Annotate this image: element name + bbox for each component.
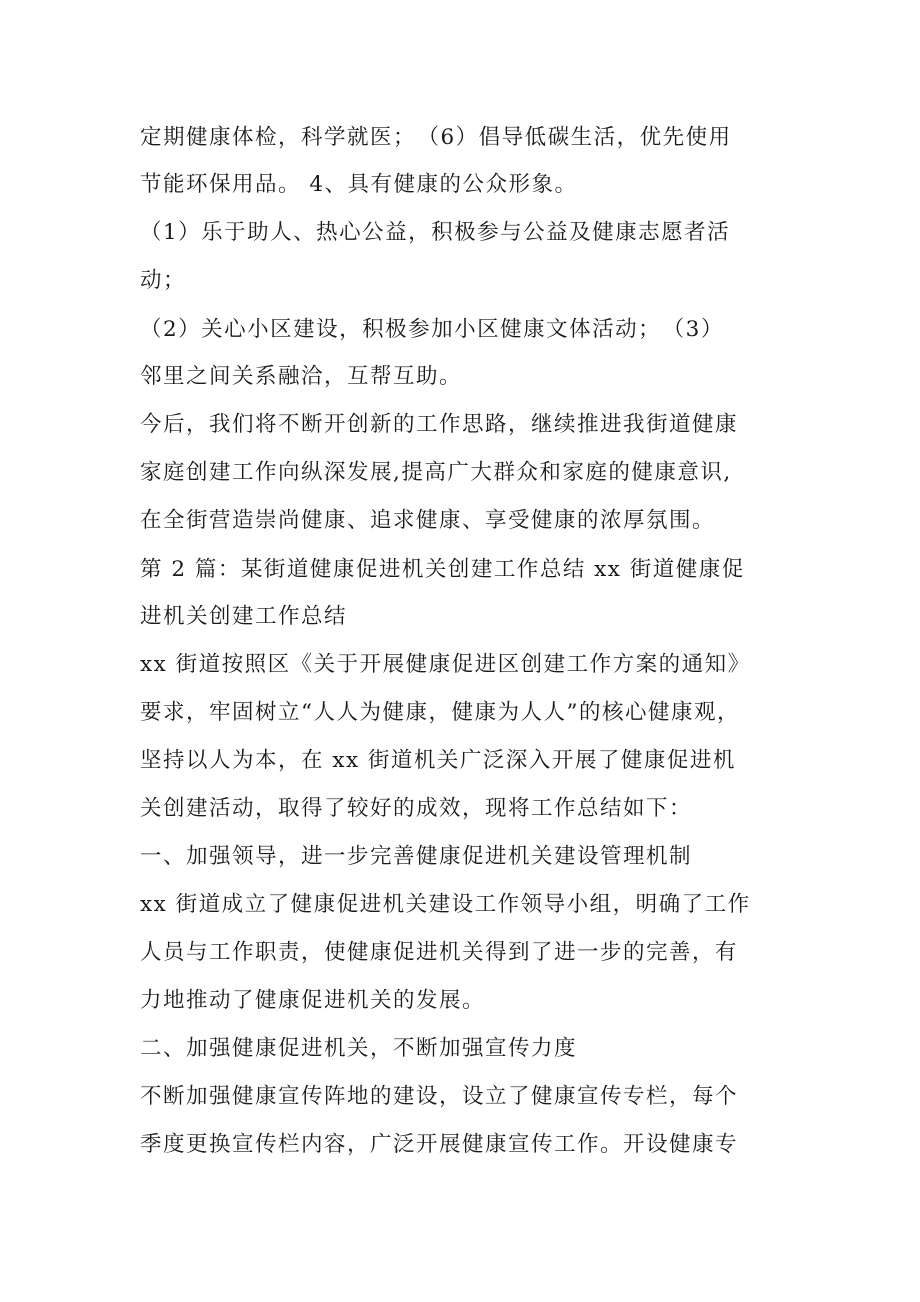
text-line: 要求，牢固树立“人人为健康，健康为人人”的核心健康观， — [140, 700, 740, 725]
text-line: 定期健康体检，科学就医； （6）倡导低碳生活，优先使用 — [140, 125, 732, 150]
text-line: 人员与工作职责，使健康促进机关得到了进一步的完善，有 — [140, 940, 739, 965]
text-line: 家庭创建工作向纵深发展,提高广大群众和家庭的健康意识, — [140, 460, 732, 485]
text-line: 动； — [140, 268, 187, 293]
text-line: 不断加强健康宣传阵地的建设，设立了健康宣传专栏，每个 — [140, 1084, 739, 1109]
text-line: （2）关心小区建设，积极参加小区健康文体活动； （3） — [140, 317, 724, 342]
section-heading: 二、加强健康促进机关，不断加强宣传力度 — [140, 1036, 578, 1061]
text-line: 第 2 篇：某街道健康促进机关创建工作总结 xx 街道健康促 — [140, 557, 745, 582]
text-line: （1）乐于助人、热心公益，积极参与公益及健康志愿者活 — [140, 220, 731, 245]
text-line: 节能环保用品。 4、具有健康的公众形象。 — [140, 172, 578, 197]
text-line: 在全街营造崇尚健康、追求健康、享受健康的浓厚氛围。 — [140, 508, 716, 533]
text-line: xx 街道成立了健康促进机关建设工作领导小组，明确了工作 — [140, 892, 751, 917]
text-line: xx 街道按照区《关于开展健康促进区创建工作方案的通知》 — [140, 652, 751, 677]
text-line: 坚持以人为本，在 xx 街道机关广泛深入开展了健康促进机 — [140, 748, 736, 773]
text-line: 力地推动了健康促进机关的发展。 — [140, 988, 486, 1013]
text-line: 邻里之间关系融洽，互帮互助。 — [140, 364, 463, 389]
text-line: 今后，我们将不断开创新的工作思路，继续推进我街道健康 — [140, 412, 739, 437]
text-line: 季度更换宣传栏内容，广泛开展健康宣传工作。开设健康专 — [140, 1132, 739, 1157]
text-line: 进机关创建工作总结 — [140, 604, 348, 629]
text-line: 关创建活动，取得了较好的成效，现将工作总结如下： — [140, 796, 693, 821]
section-heading: 一、加强领导，进一步完善健康促进机关建设管理机制 — [140, 844, 693, 869]
